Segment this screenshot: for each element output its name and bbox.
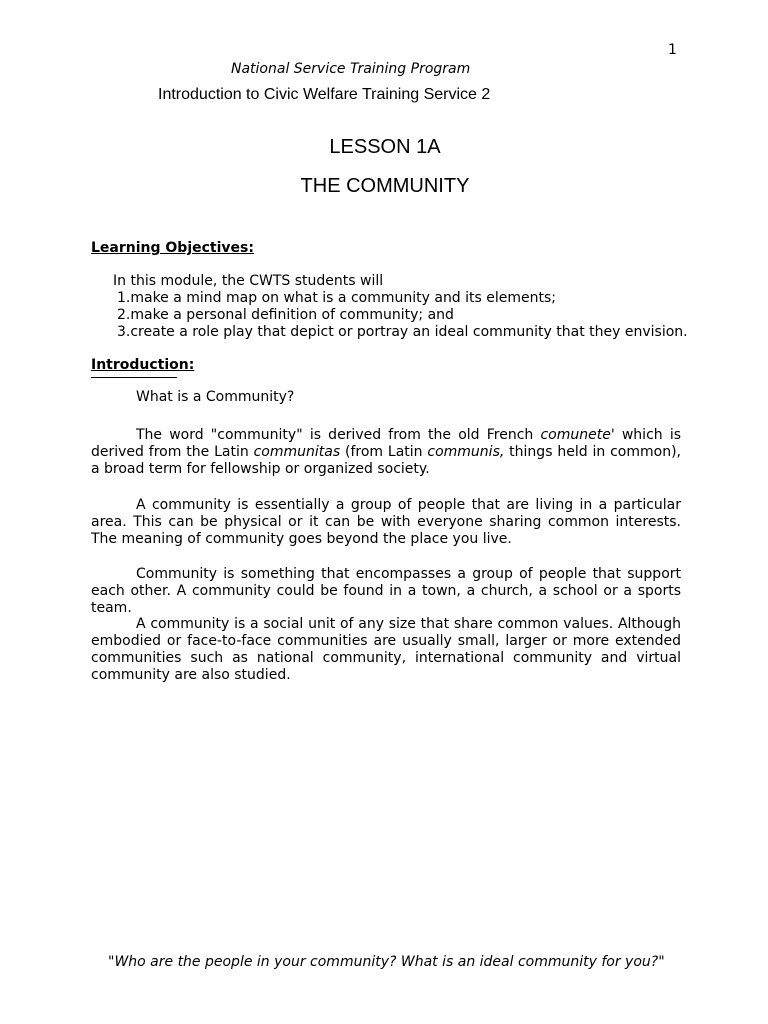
course-title: Introduction to Civic Welfare Training Service 2 <box>158 86 491 103</box>
closing-quote: "Who are the people in your community? What is an ideal community for you?" <box>108 954 665 970</box>
learning-objectives-heading: Learning Objectives: <box>91 240 254 256</box>
program-name: National Service Training Program <box>231 61 471 77</box>
paragraph-social-unit: A community is a social unit of any size that share common values. Although embodied or face-to-face communities are usually small, larger or more extended communities such as national community, international community and virtual community are also studied. <box>91 616 681 683</box>
intro-question: What is a Community? <box>136 389 295 405</box>
lesson-number: LESSON 1A <box>329 136 441 158</box>
heading-rule <box>91 377 177 378</box>
paragraph-support: Community is something that encompasses a group of people that support each other. A community could be found in a town, a church, a school or a sports team. <box>91 566 681 616</box>
introduction-heading: Introduction: <box>91 357 195 373</box>
page-number: 1 <box>668 42 677 58</box>
objective-item: 3.create a role play that depict or portray an ideal community that they envision. <box>117 324 688 340</box>
objective-item: 1.make a mind map on what is a community and its elements; <box>117 290 557 306</box>
paragraph-etymology: The word "community" is derived from the old French comunete' which is derived from the Latin communitas (from Latin communis, things held in common), a broad term for fellowship or organized society. <box>91 427 682 477</box>
objectives-list <box>117 290 688 341</box>
lesson-title: THE COMMUNITY <box>300 175 470 197</box>
objective-item: 2.make a personal definition of community; and <box>117 307 454 323</box>
paragraph-definition: A community is essentially a group of people that are living in a particular area. This can be physical or it can be with everyone sharing common interests. The meaning of community goes beyond the place you live. <box>91 497 681 547</box>
objectives-lead: In this module, the CWTS students will <box>113 273 384 289</box>
